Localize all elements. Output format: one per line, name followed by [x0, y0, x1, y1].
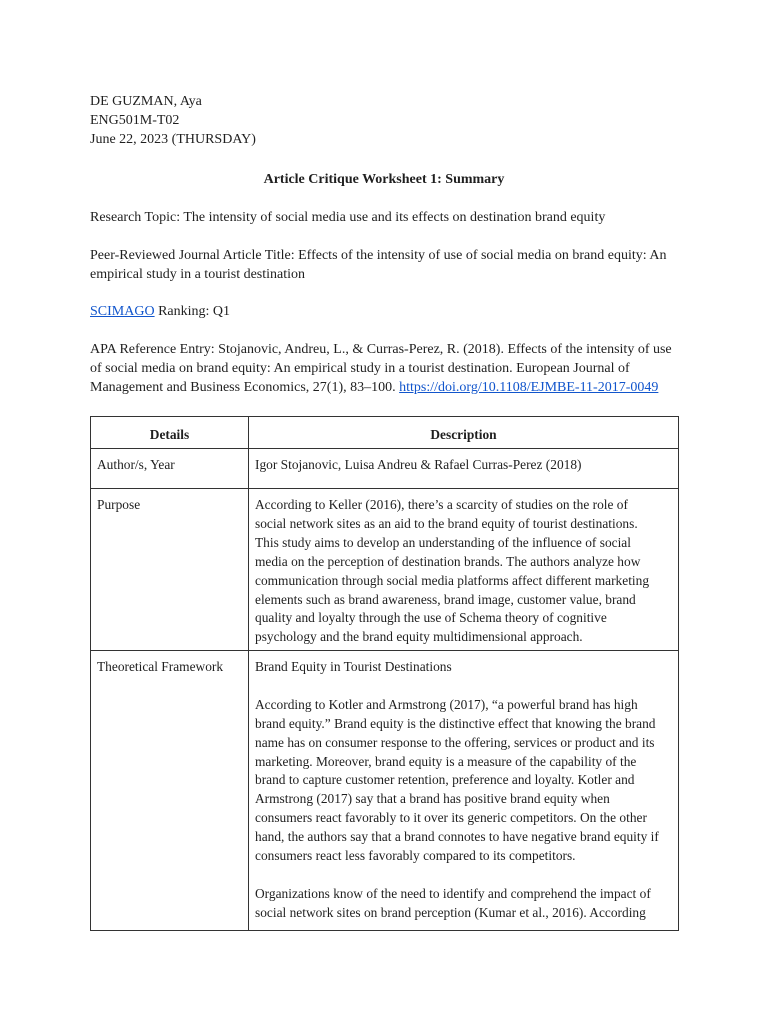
row-label-purpose: Purpose [91, 489, 249, 651]
row-label-authors: Author/s, Year [91, 449, 249, 489]
article-title-line-1: Peer-Reviewed Journal Article Title: Effects of the intensity of use of social media on brand equity: An [90, 248, 667, 263]
submission-date: June 22, 2023 (THURSDAY) [90, 132, 256, 147]
ranking [90, 302, 690, 321]
critique-table [90, 416, 679, 931]
student-name: DE GUZMAN, Aya [90, 94, 202, 109]
article-title-line-2: empirical study in a tourist destination [90, 267, 306, 282]
research-topic-text: Research Topic: The intensity of social media use and its effects on destination brand equity [90, 210, 606, 225]
scimago-link[interactable]: SCIMAGO [90, 304, 155, 319]
header-details: Details [91, 417, 249, 449]
worksheet-title: Article Critique Worksheet 1: Summary [263, 172, 505, 187]
doi-link[interactable]: https://doi.org/10.1108/EJMBE-11-2017-0049 [399, 380, 659, 395]
apa-line-1: APA Reference Entry: Stojanovic, Andreu, L., & Curras-Perez, R. (2018). Effects of the intensity of use [90, 342, 672, 357]
framework-subheading: Brand Equity in Tourist Destinations [255, 659, 452, 674]
table-header-row [91, 417, 679, 449]
table-row [91, 651, 679, 931]
row-label-framework: Theoretical Framework [91, 651, 249, 931]
row-desc-framework: Brand Equity in Tourist Destinations According to Kotler and Armstrong (2017), “a powerful brand has high brand equity.” Brand equity is the distinctive effect that knowing the brand name has on consumer response to the offering, services or product and its marketing. Moreover, brand equity is a measure of the capability of the brand to capture customer retention, preference and loyalty. Kotler and Armstrong (2017) say that a brand has positive brand equity when consumers react favorably to it over its generic competitors. On the other hand, the authors say that a brand connotes to have negative brand equity if consumers react less favorably compared to its competitors. Organizations know of the need to identify and comprehend the impact of social network sites on brand perception (Kumar et al., 2016). According [249, 651, 679, 931]
apa-line-2: of social media on brand equity: An empirical study in a tourist destination. European Journal of [90, 361, 630, 376]
table-row [91, 449, 679, 489]
apa-line-3: Management and Business Economics, 27(1), 83–100. [90, 380, 400, 395]
row-desc-authors: Igor Stojanovic, Luisa Andreu & Rafael Curras-Perez (2018) [249, 449, 679, 489]
apa-reference [90, 340, 690, 397]
header-description: Description [249, 417, 679, 449]
row-desc-purpose: According to Keller (2016), there’s a scarcity of studies on the role of social network sites as an aid to the brand equity of tourist destinations. This study aims to develop an understanding of the influence of social media on the perception of destination brands. The authors analyze how communication through social media platforms affect different marketing elements such as brand awareness, brand image, customer value, brand quality and loyalty through the use of Schema theory of cognitive psychology and the brand equity multidimensional approach. [249, 489, 679, 651]
research-topic [90, 208, 690, 227]
article-title [90, 246, 690, 284]
course-code: ENG501M-T02 [90, 113, 180, 128]
table-row [91, 489, 679, 651]
ranking-value: Ranking: Q1 [154, 304, 231, 319]
